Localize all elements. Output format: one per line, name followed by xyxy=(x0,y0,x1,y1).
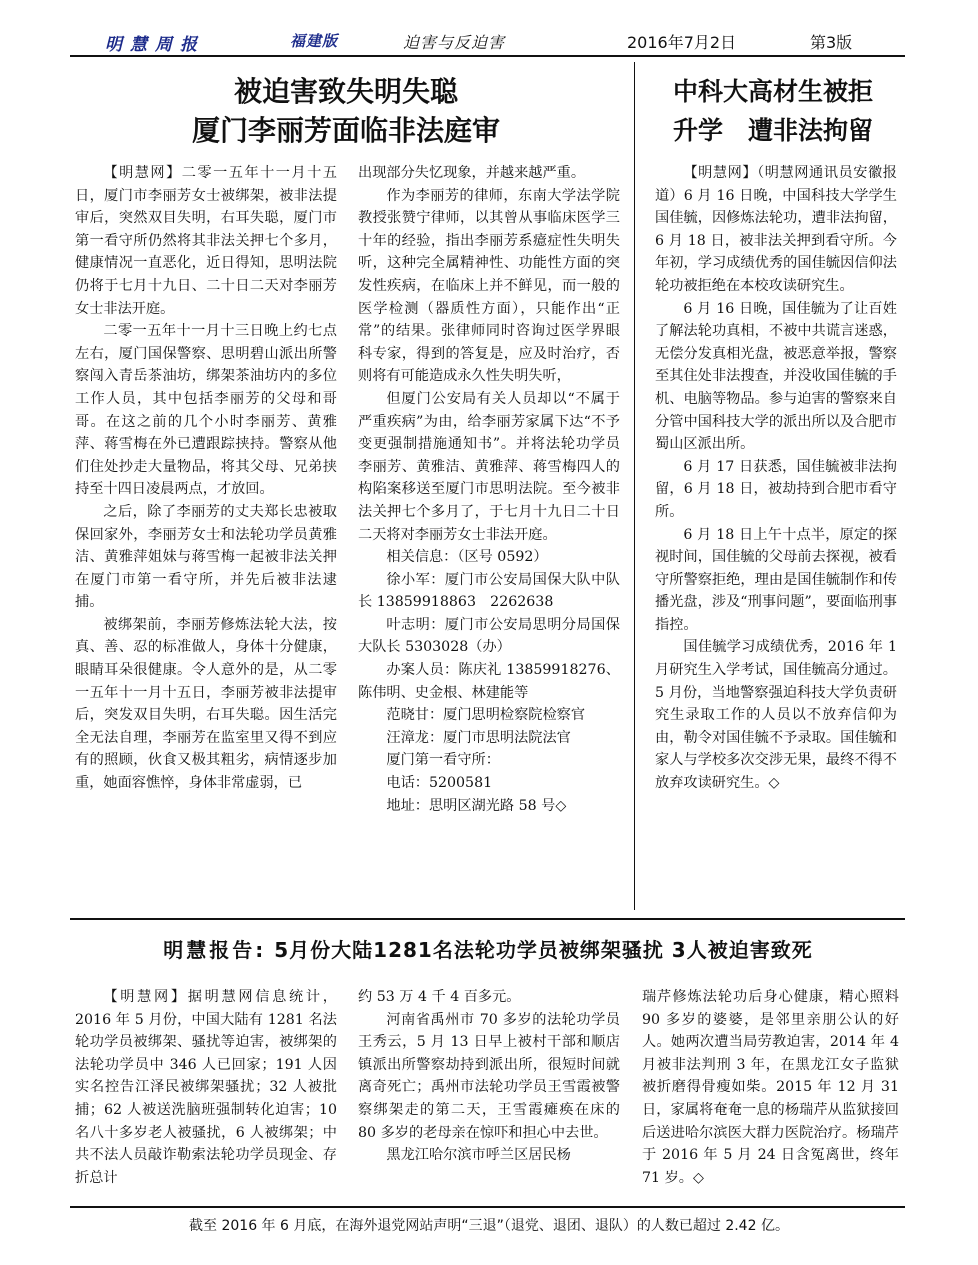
report-banner-title: 5月份大陆1281名法轮功学员被绑架骚扰 3人被迫害致死 xyxy=(274,938,813,962)
article2-title-line1: 中科大高材生被拒 xyxy=(672,77,873,106)
contact-entry: 厦门第一看守所： xyxy=(386,752,500,769)
article3-paragraph: 黑龙江哈尔滨市呼兰区居民杨 xyxy=(386,1147,571,1164)
article1-title xyxy=(70,72,622,150)
column-divider xyxy=(634,62,635,910)
article3-paragraph: 瑞芹修炼法轮功后身心健康，精心照料 90 多岁的婆婆，是邻里亲朋公认的好人。她两次遭当局劳教迫害，2014 年 4 月被非法判刑 3 年，在黑龙江女子监狱被折磨得骨瘦如柴。2015 年 12 月 31 日，家属将奄奄一息的杨瑞芹从监狱接回后送进哈尔滨医大群力医院治疗。杨瑞芹于 2016 年 5 月 24 日含冤离世，终年 71 岁。◇ xyxy=(642,989,899,1186)
article2-paragraph: 【明慧网】（明慧网通讯员安徽报道）6 月 16 日晚，中国科技大学学生国佳毓，因修炼法轮功，遭非法拘留，6 月 18 日，被非法关押到看守所。今年初，学习成绩优秀的国佳毓因信仰法轮功被拒绝在本校攻读研究生。 xyxy=(655,165,897,294)
masthead-date: 2016年7月2日 xyxy=(627,33,737,52)
footer-rule xyxy=(70,1206,905,1208)
article3-paragraph: 约 53 万 4 千 4 百多元。 xyxy=(358,989,521,1005)
report-banner xyxy=(78,934,898,963)
article2-title xyxy=(642,72,904,150)
article3-paragraph: 【明慧网】据明慧网信息统计，2016 年 5 月份，中国大陆有 1281 名法轮功学员被绑架、骚扰等迫害，被绑架的法轮功学员中 346 人已回家；191 人因实名控告江泽民被绑架骚扰；32 人被批捕；62 人被送洗脑班强制转化迫害；10 名八十多岁老人被骚扰，6 人被绑架；中共不法人员敲诈勒索法轮功学员现金、存折总计 xyxy=(75,989,337,1186)
article1-paragraph: 之后，除了李丽芳的丈夫郑长忠被取保回家外，李丽芳女士和法轮功学员黄雅洁、黄雅萍姐妹与蒋雪梅一起被非法关押在厦门市第一看守所，并先后被非法逮捕。 xyxy=(75,503,337,611)
contact-entry: 汪漳龙：厦门市思明法院法官 xyxy=(386,729,571,746)
masthead-brand: 明慧周报 xyxy=(105,35,205,55)
contact-entry: 徐小军：厦门市公安局国保大队中队长 13859918863 2262638 xyxy=(358,571,620,611)
section-rule xyxy=(70,918,905,920)
article1-title-line2: 厦门李丽芳面临非法庭审 xyxy=(191,114,500,147)
header-rule xyxy=(70,55,905,57)
article2-paragraph: 6 月 17 日获悉，国佳毓被非法拘留，6 月 18 日，被劫持到合肥市看守所。 xyxy=(655,458,897,520)
footer-notice: 截至 2016 年 6 月底，在海外退党网站声明“三退”（退党、退团、退队）的人数已超过 2.42 亿。 xyxy=(189,1218,789,1234)
article1-column-2 xyxy=(358,162,620,817)
article3-column-2 xyxy=(358,986,620,1167)
masthead-edition: 福建版 xyxy=(290,32,339,50)
article2-title-line2: 升学 遭非法拘留 xyxy=(672,116,873,145)
article2-paragraph: 国佳毓学习成绩优秀，2016 年 1 月研究生入学考试，国佳毓高分通过。5 月份，当地警察强迫科技大学负责研究生录取工作的人员以不放弃信仰为由，勒令对国佳毓不予录取。国佳毓和家人与学校多次交涉无果，最终不得不放弃攻读研究生。◇ xyxy=(655,639,897,792)
contact-entry: 办案人员：陈庆礼 13859918276、陈伟明、史金根、林建能等 xyxy=(358,662,620,701)
contact-info-heading: 相关信息：（区号 0592） xyxy=(386,549,548,566)
article2-column xyxy=(655,162,897,795)
article2-paragraph: 6 月 18 日上午十点半，原定的探视时间，国佳毓的父母前去探视，被看守所警察拒绝，理由是国佳毓制作和传播光盘，涉及“刑事问题”，要面临刑事指控。 xyxy=(655,526,897,633)
article1-paragraph: 作为李丽芳的律师，东南大学法学院教授张赞宁律师，以其曾从事临床医学三十年的经验，指出李丽芳系癔症性失明失听，这种完全属精神性、功能性方面的突发性疾病，在临床上并不鲜见，而一般的医学检测（器质性方面），只能作出“正常”的结果。张律师同时咨询过医学界眼科专家，得到的答复是，应及时治疗，否则将有可能造成永久性失明失听， xyxy=(358,187,620,385)
contact-entry: 地址：思明区湖光路 58 号◇ xyxy=(386,797,567,814)
article3-column-3 xyxy=(642,986,899,1189)
contact-entry: 电话：5200581 xyxy=(386,775,493,792)
report-banner-label: 明慧报告: xyxy=(163,938,267,962)
article1-paragraph: 但厦门公安局有关人员却以“不属于严重疾病”为由，给李丽芳家属下达“不予变更强制措施通知书”。并将法轮功学员李丽芳、黄雅洁、黄雅萍、蒋雪梅四人的构陷案移送至厦门市思明法院。至今被非法关押七个多月了，于七月十九日二十日二天将对李丽芳女士非法开庭。 xyxy=(358,390,620,543)
masthead-page-number: 第3版 xyxy=(810,33,853,52)
article1-title-line1: 被迫害致失明失聪 xyxy=(233,75,458,108)
article3-column-1 xyxy=(75,986,337,1189)
article3-paragraph: 河南省禹州市 70 多岁的法轮功学员王秀云，5 月 13 日早上被村干部和顺店镇派出所警察劫持到派出所，很短时间就离奇死亡；禹州市法轮功学员王雪霞被警察绑架走的第二天，王雪霞瘫痪在床的 80 多岁的老母亲在惊吓和担心中去世。 xyxy=(358,1011,620,1141)
contact-entry: 范晓甘：厦门思明检察院检察官 xyxy=(386,707,586,724)
masthead-section: 迫害与反迫害 xyxy=(403,33,506,52)
article2-paragraph: 6 月 16 日晚，国佳毓为了让百姓了解法轮功真相，不被中共谎言迷惑，无偿分发真相光盘，被恶意举报，警察至其住处非法搜查，并没收国佳毓的手机、电脑等物品。参与迫害的警察来自分管中国科技大学的派出所以及合肥市蜀山区派出所。 xyxy=(655,300,897,453)
contact-entry: 叶志明：厦门市公安局思明分局国保大队长 5303028（办） xyxy=(358,616,620,656)
article1-column-1 xyxy=(75,162,337,795)
article1-paragraph: 【明慧网】二零一五年十一月十五日，厦门市李丽芳女士被绑架，被非法提审后，突然双目失明，右耳失聪，厦门市第一看守所仍然将其非法关押七个多月，健康情况一直恶化，近日得知，思明法院仍将于七月十九日、二十日二天对李丽芳女士非法开庭。 xyxy=(75,165,337,317)
article1-paragraph: 被绑架前，李丽芳修炼法轮大法，按真、善、忍的标准做人，身体十分健康，眼睛耳朵很健康。令人意外的是，从二零一五年十一月十五日，李丽芳被非法提审后，突发双目失明，右耳失聪。因生活完全无法自理，李丽芳在监室里又得不到应有的照顾，伙食又极其粗劣，病情逐步加重，她面容憔悴，身体非常虚弱，已 xyxy=(75,616,337,792)
article1-paragraph: 出现部分失忆现象，并越来越严重。 xyxy=(358,165,586,181)
article1-paragraph: 二零一五年十一月十三日晚上约七点左右，厦门国保警察、思明碧山派出所警察闯入青岳茶油坊，绑架茶油坊内的多位工作人员，其中包括李丽芳的父母和哥哥。在这之前的几个小时李丽芳、黄雅萍、蒋雪梅在外已遭跟踪挟持。警察从他们住处抄走大量物品，将其父母、兄弟挟持至十四日凌晨两点，才放回。 xyxy=(75,323,337,498)
